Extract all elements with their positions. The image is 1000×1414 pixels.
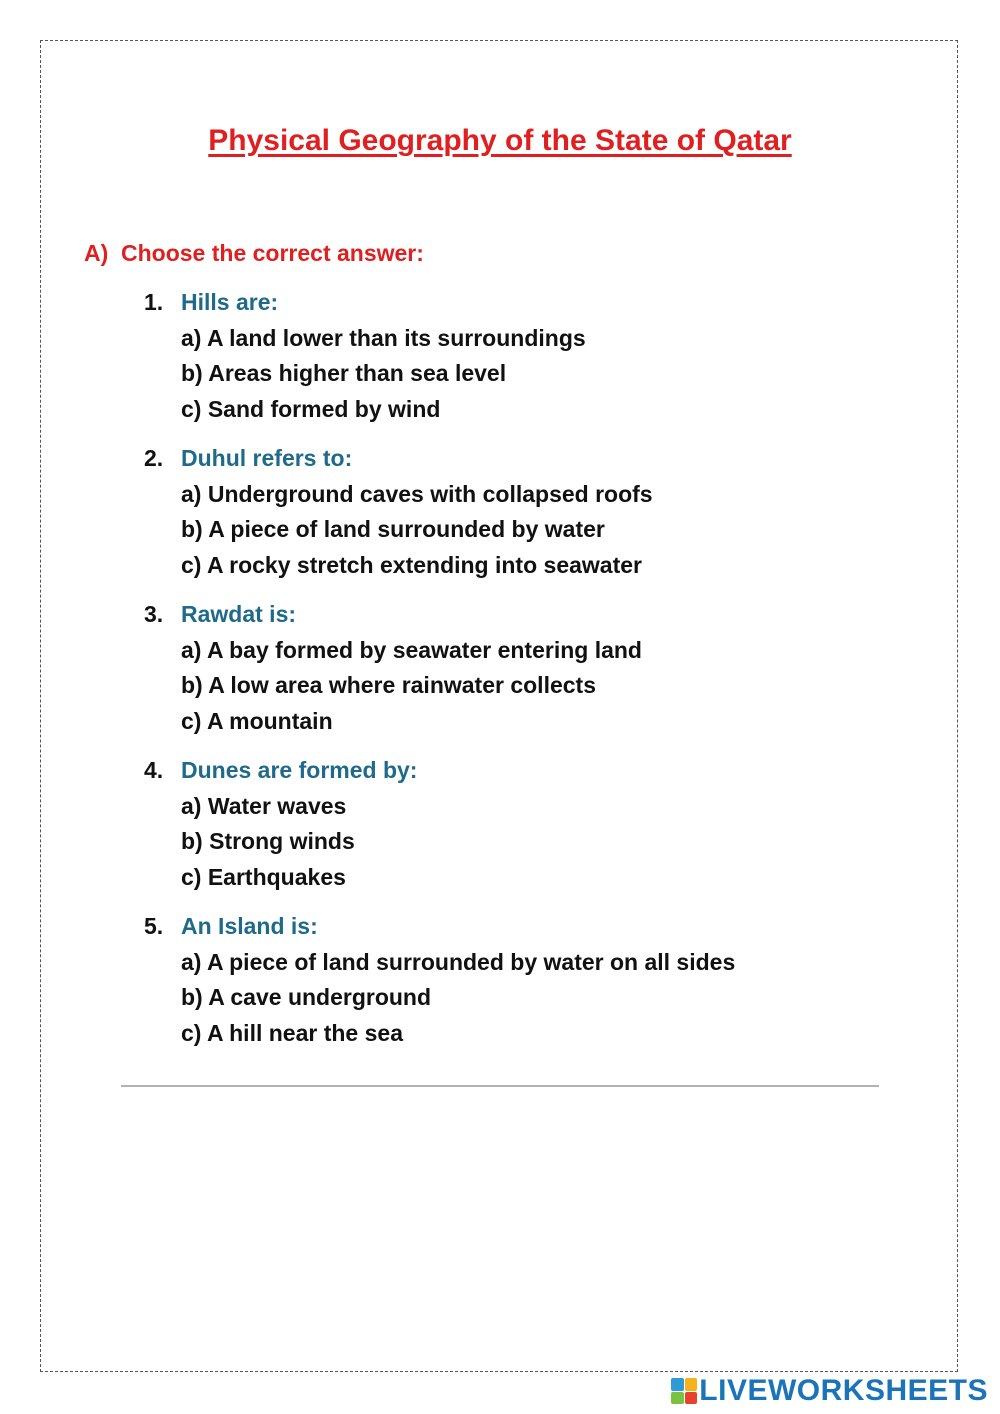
answer-option[interactable]: b) A low area where rainwater collects	[181, 672, 596, 698]
question-text: Duhul refers to:	[181, 445, 353, 471]
question-text: Dunes are formed by:	[181, 757, 418, 783]
answer-option[interactable]: c) Sand formed by wind	[181, 395, 441, 422]
answer-option[interactable]: a) A land lower than its surroundings	[181, 324, 586, 351]
question-number: 3.	[144, 601, 164, 627]
question-number: 1.	[144, 289, 164, 315]
question-list	[144, 285, 904, 1065]
question-text: Rawdat is:	[181, 601, 297, 627]
page-title: Physical Geography of the State of Qatar	[208, 124, 792, 157]
answer-option[interactable]: b) Areas higher than sea level	[181, 360, 507, 386]
section-letter: A)	[84, 240, 109, 266]
answer-option[interactable]: c) Earthquakes	[181, 863, 346, 890]
question-number: 2.	[144, 445, 164, 471]
question-item	[144, 909, 904, 1051]
brand-name: LIVEWORKSHEETS	[699, 1374, 988, 1407]
section-heading	[84, 238, 424, 268]
answer-option[interactable]: a) Underground caves with collapsed roofs	[181, 480, 653, 507]
answer-option[interactable]: a) A bay formed by seawater entering land	[181, 636, 642, 663]
answer-option[interactable]: c) A mountain	[181, 707, 333, 734]
section-divider	[121, 1085, 879, 1087]
liveworksheets-logo-icon	[671, 1378, 697, 1404]
liveworksheets-brand[interactable]	[671, 1374, 988, 1408]
answer-option[interactable]: b) A cave underground	[181, 984, 432, 1010]
answer-option[interactable]: a) Water waves	[181, 792, 347, 819]
answer-option[interactable]: b) Strong winds	[181, 828, 355, 854]
question-number: 5.	[144, 913, 164, 939]
question-item	[144, 597, 904, 739]
question-item	[144, 285, 904, 427]
question-item	[144, 753, 904, 895]
answer-option[interactable]: b) A piece of land surrounded by water	[181, 516, 605, 542]
question-text: An Island is:	[181, 913, 318, 939]
question-text: Hills are:	[181, 289, 279, 315]
answer-option[interactable]: c) A rocky stretch extending into seawater	[181, 551, 642, 578]
answer-option[interactable]: c) A hill near the sea	[181, 1019, 403, 1046]
question-item	[144, 441, 904, 583]
answer-option[interactable]: a) A piece of land surrounded by water on all sides	[181, 948, 736, 975]
section-label: Choose the correct answer:	[121, 240, 424, 266]
question-number: 4.	[144, 757, 164, 783]
